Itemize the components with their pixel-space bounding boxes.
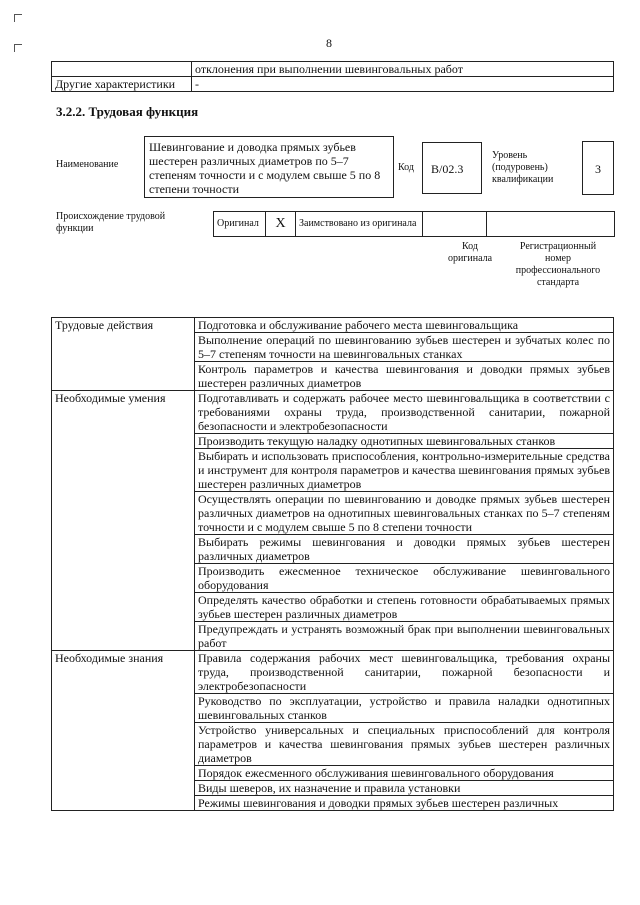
table-cell: Выполнение операций по шевингованию зубьев шестерен и зубчатых колес по 5–7 степеням точности на шевинговальных станках: [195, 333, 614, 362]
registration-number-caption: Регистрационный номер профессионального стандарта: [515, 241, 601, 288]
table-row: [52, 62, 614, 77]
scan-corner-mark-top-left: [14, 14, 22, 22]
origin-table: [213, 211, 615, 237]
table-cell: Выбирать режимы шевингования и доводки прямых зубьев шестерен различных диаметров: [195, 535, 614, 564]
original-code-caption: Код оригинала: [447, 241, 493, 264]
group-label-required-knowledge: Необходимые знания: [52, 651, 195, 811]
labor-function-table: [51, 317, 614, 811]
table-row: [52, 318, 614, 333]
function-name-box: [144, 136, 394, 198]
table-cell: Выбирать и использовать приспособления, контрольно-измерительные средства и инструмент для контроля параметров и качества шевингования прямых зубьев шестерен различных диаметров: [195, 449, 614, 492]
table-cell: Производить ежесменное техническое обслуживание шевинговального оборудования: [195, 564, 614, 593]
table-row: [52, 77, 614, 92]
qualification-level-label: Уровень (подуровень) квалификации: [492, 150, 554, 185]
table-cell: Производить текущую наладку однотипных шевинговальных станков: [195, 434, 614, 449]
table-cell: отклонения при выполнении шевинговальных работ: [192, 62, 614, 77]
original-label: Оригинал: [214, 212, 266, 237]
code-value: B/02.3: [431, 162, 464, 176]
table-cell: -: [192, 77, 614, 92]
page-number: 8: [326, 36, 332, 50]
table-cell: Правила содержания рабочих мест шевинговальщика, требования охраны труда, производственной санитарии, пожарной безопасности и электробезопасности: [195, 651, 614, 694]
table-cell: Режимы шевингования и доводки прямых зубьев шестерен различных: [195, 796, 614, 811]
table-cell: Осуществлять операции по шевингованию и доводке прямых зубьев шестерен различных диаметров на однотипных шевинговальных станках по 5–7 степеням точности и с модулем свыше 5 по 8 степени точности: [195, 492, 614, 535]
qualification-level-box: [582, 141, 614, 195]
table-row: [52, 651, 614, 694]
origin-label: Происхождение трудовой функции: [56, 211, 166, 234]
table-cell: Предупреждать и устранять возможный брак при выполнении шевинговальных работ: [195, 622, 614, 651]
code-box: [422, 142, 482, 194]
table-cell: Другие характеристики: [52, 77, 192, 92]
table-cell: Контроль параметров и качества шевингования и доводки прямых зубьев шестерен различных диаметров: [195, 362, 614, 391]
table-row: [214, 212, 615, 237]
table-cell: Подготавливать и содержать рабочее место шевинговальщика в соответствии с требованиями охраны труда, производственной санитарии, пожарной безопасности и электробезопасности: [195, 391, 614, 434]
table-cell: Устройство универсальных и специальных приспособлений для контроля параметров и качества шевингования прямых зубьев шестерен различных диаметров: [195, 723, 614, 766]
name-label: Наименование: [56, 159, 119, 170]
group-label-required-skills: Необходимые умения: [52, 391, 195, 651]
section-title: 3.2.2. Трудовая функция: [56, 104, 199, 119]
table-cell: Определять качество обработки и степень готовности обрабатываемых прямых зубьев шестерен различных диаметров: [195, 593, 614, 622]
registration-number-cell: [487, 212, 615, 237]
table-cell: Виды шеверов, их назначение и правила установки: [195, 781, 614, 796]
table-cell: Подготовка и обслуживание рабочего места шевинговальщика: [195, 318, 614, 333]
code-label: Код: [398, 162, 414, 173]
function-name-value: Шевингование и доводка прямых зубьев шестерен различных диаметров по 5–7 степеням точности и с модулем свыше 5 по 8 степени точности: [149, 140, 381, 196]
borrowed-label: Заимствовано из оригинала: [296, 212, 423, 237]
table-row: [52, 391, 614, 434]
original-mark: X: [266, 212, 296, 237]
table-cell: Руководство по эксплуатации, устройство и правила наладки однотипных шевинговальных станков: [195, 694, 614, 723]
original-code-cell: [423, 212, 487, 237]
table-cell: Порядок ежесменного обслуживания шевинговального оборудования: [195, 766, 614, 781]
qualification-level-value: 3: [595, 162, 601, 176]
scan-corner-mark-left: [14, 44, 22, 52]
top-continuation-table: [51, 61, 614, 92]
group-label-labor-actions: Трудовые действия: [52, 318, 195, 391]
table-cell: [52, 62, 192, 77]
